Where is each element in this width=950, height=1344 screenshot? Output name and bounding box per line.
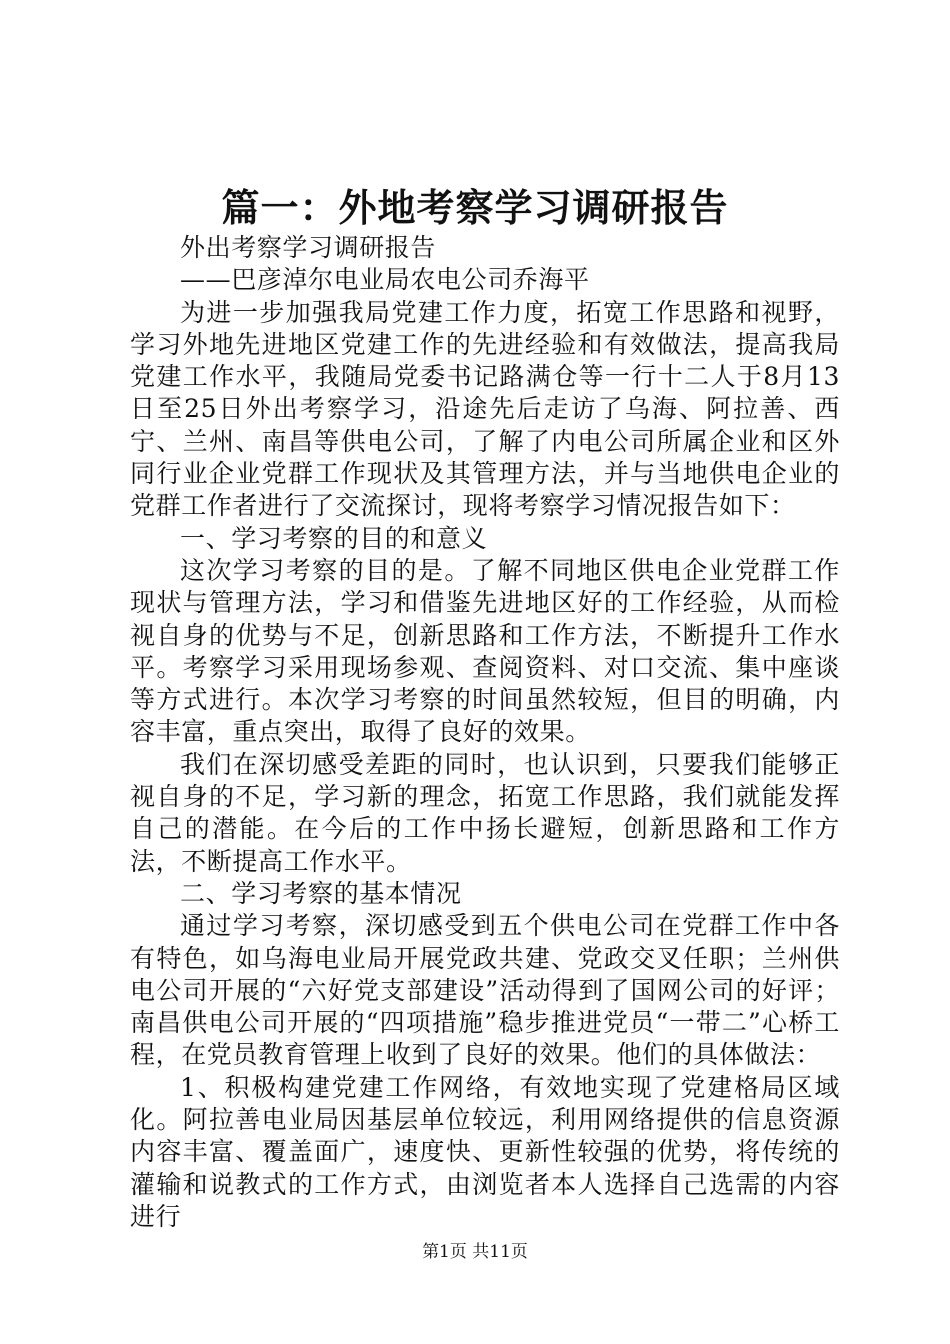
section-heading-1: 一、学习考察的目的和意义 <box>180 523 488 553</box>
page-footer: 第1页 共11页 <box>422 1242 528 1262</box>
document-title: 篇一：外地考察学习调研报告 <box>221 185 729 230</box>
report-author: ——巴彦淖尔电业局农电公司乔海平 <box>180 265 590 295</box>
paragraph-purpose: 这次学习考察的目的是。了解不同地区供电企业党群工作现状与管理方法，学习和借鉴先进地区好的工作经验，从而检视自身的优势与不足，创新思路和工作方法，不断提升工作水平。考察学习采用现场参观、查阅资料、对口交流、集中座谈等方式进行。本次学习考察的时间虽然较短，但目的明确，内容丰富，重点突出，取得了良好的效果。 <box>130 555 840 747</box>
section-heading-2: 二、学习考察的基本情况 <box>180 878 462 908</box>
paragraph-reflection: 我们在深切感受差距的同时，也认识到，只要我们能够正视自身的不足，学习新的理念，拓宽工作思路，我们就能发挥自己的潜能。在今后的工作中扬长避短，创新思路和工作方法，不断提高工作水平。 <box>130 749 840 876</box>
paragraph-intro: 为进一步加强我局党建工作力度，拓宽工作思路和视野，学习外地先进地区党建工作的先进经验和有效做法，提高我局党建工作水平，我随局党委书记路满仓等一行十二人于8月13日至25日外出考察学习，沿途先后走访了乌海、阿拉善、西宁、兰州、南昌等供电公司，了解了内电公司所属企业和区外同行业企业党群工作现状及其管理方法，并与当地供电企业的党群工作者进行了交流探讨，现将考察学习情况报告如下： <box>130 297 840 521</box>
paragraph-overview: 通过学习考察，深切感受到五个供电公司在党群工作中各有特色，如乌海电业局开展党政共建、党政交叉任职；兰州供电公司开展的“六好党支部建设”活动得到了国网公司的好评；南昌供电公司开展的“四项措施”稳步推进党员“一带二”心桥工程，在党员教育管理上收到了良好的效果。他们的具体做法： <box>130 911 840 1070</box>
document-body <box>130 232 840 1233</box>
paragraph-item-1: 1、积极构建党建工作网络，有效地实现了党建格局区域化。阿拉善电业局因基层单位较远，利用网络提供的信息资源内容丰富、覆盖面广，速度快、更新性较强的优势，将传统的灌输和说教式的工作方式，由浏览者本人选择自己选需的内容进行 <box>130 1072 840 1231</box>
report-heading: 外出考察学习调研报告 <box>180 233 437 262</box>
